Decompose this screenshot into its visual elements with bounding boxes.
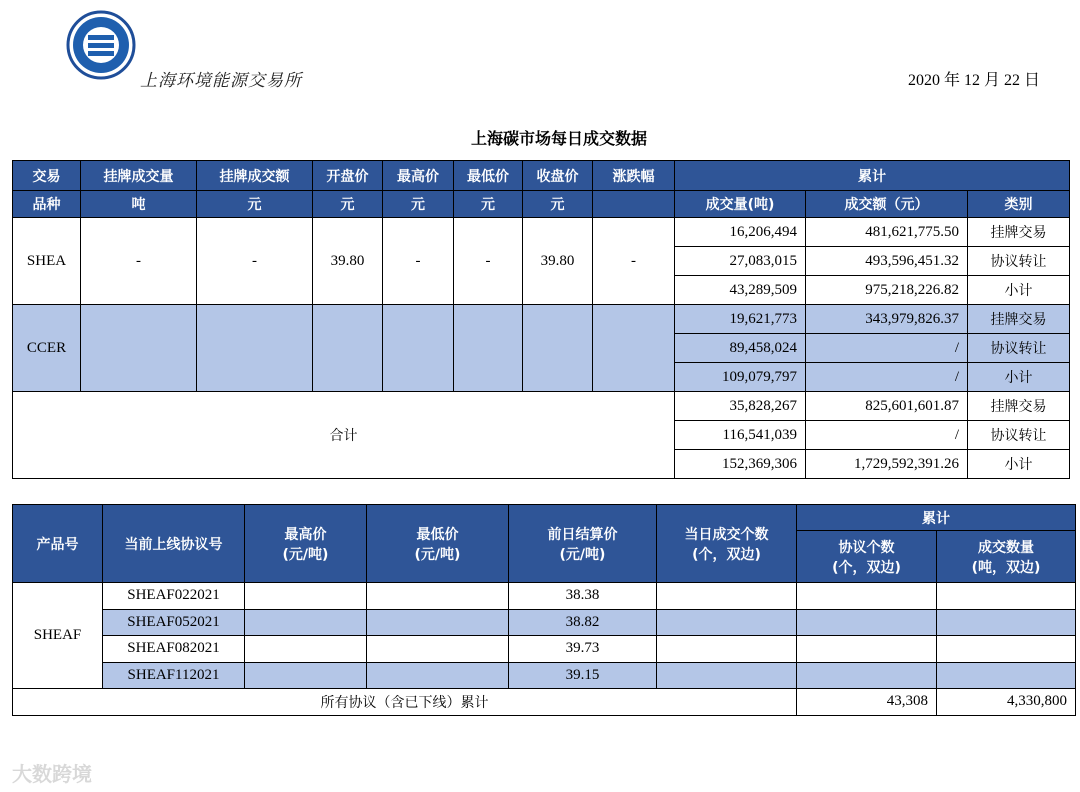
settle-price: 38.82 [509, 609, 657, 636]
header-cumulative: 累计 [797, 505, 1076, 531]
empty-cell [313, 305, 383, 392]
table-row [13, 689, 1076, 716]
header-cumulative: 累计 [675, 161, 1070, 191]
cum-amount: 825,601,601.87 [806, 392, 968, 421]
unit-close: 元 [523, 191, 593, 218]
header-low: 最低价 [454, 161, 523, 191]
empty-cell [454, 305, 523, 392]
empty-cell [657, 636, 797, 663]
empty-cell [937, 609, 1076, 636]
cum-amount: 493,596,451.32 [806, 247, 968, 276]
variety-shea: SHEA [13, 218, 81, 305]
table-row [13, 392, 1070, 421]
footer-label: 所有协议（含已下线）累计 [13, 689, 797, 716]
header-agreements: 协议个数 (个，双边) [797, 531, 937, 583]
exchange-logo [66, 10, 136, 80]
empty-cell [797, 636, 937, 663]
header-cum-amount: 成交额（元） [806, 191, 968, 218]
cum-volume: 16,206,494 [675, 218, 806, 247]
empty-cell [657, 609, 797, 636]
watermark: 大数跨境 [12, 762, 92, 786]
table-row [13, 662, 1076, 689]
unit-listed-amount: 元 [197, 191, 313, 218]
cum-volume: 35,828,267 [675, 392, 806, 421]
forward-contract-table [12, 504, 1076, 716]
cum-amount: 975,218,226.82 [806, 276, 968, 305]
header-low: 最低价 (元/吨) [367, 505, 509, 583]
empty-cell [81, 305, 197, 392]
cum-volume: 116,541,039 [675, 421, 806, 450]
cum-volume: 152,369,306 [675, 450, 806, 479]
empty-cell [937, 662, 1076, 689]
header-high: 最高价 [383, 161, 454, 191]
table-row [13, 636, 1076, 663]
empty-cell [367, 636, 509, 663]
category: 小计 [968, 363, 1070, 392]
empty-cell [657, 662, 797, 689]
header-change: 涨跌幅 [593, 161, 675, 191]
category: 小计 [968, 276, 1070, 305]
header-open: 开盘价 [313, 161, 383, 191]
empty-cell [245, 636, 367, 663]
category: 协议转让 [968, 421, 1070, 450]
cum-volume: 19,621,773 [675, 305, 806, 334]
report-date: 2020 年 12 月 22 日 [907, 72, 1040, 89]
empty-cell [797, 583, 937, 610]
contract-code: SHEAF082021 [103, 636, 245, 663]
shea-low: - [454, 218, 523, 305]
empty-cell [523, 305, 593, 392]
category: 小计 [968, 450, 1070, 479]
table-row [13, 305, 1070, 334]
cum-amount: / [806, 363, 968, 392]
category: 挂牌交易 [968, 218, 1070, 247]
category: 协议转让 [968, 334, 1070, 363]
cum-volume: 43,289,509 [675, 276, 806, 305]
cum-amount: / [806, 421, 968, 450]
header-daily-count: 当日成交个数 (个，双边) [657, 505, 797, 583]
empty-cell [383, 305, 454, 392]
table-row [13, 583, 1076, 610]
header-close: 收盘价 [523, 161, 593, 191]
daily-trading-table [12, 160, 1070, 479]
cum-amount: 481,621,775.50 [806, 218, 968, 247]
category: 挂牌交易 [968, 305, 1070, 334]
product-code: SHEAF [13, 583, 103, 689]
table-row [13, 218, 1070, 247]
category: 挂牌交易 [968, 392, 1070, 421]
shea-listed-amount: - [197, 218, 313, 305]
cum-volume: 27,083,015 [675, 247, 806, 276]
total-label: 合计 [13, 392, 675, 479]
shea-close: 39.80 [523, 218, 593, 305]
cum-amount: 1,729,592,391.26 [806, 450, 968, 479]
cum-volume: 89,458,024 [675, 334, 806, 363]
footer-quantity: 4,330,800 [937, 689, 1076, 716]
empty-cell [797, 609, 937, 636]
header-quantity: 成交数量 (吨，双边) [937, 531, 1076, 583]
unit-open: 元 [313, 191, 383, 218]
settle-price: 38.38 [509, 583, 657, 610]
unit-listed-volume: 吨 [81, 191, 197, 218]
header-contract: 当前上线协议号 [103, 505, 245, 583]
contract-code: SHEAF022021 [103, 583, 245, 610]
empty-cell [937, 583, 1076, 610]
header-cum-volume: 成交量(吨) [675, 191, 806, 218]
unit-change [593, 191, 675, 218]
header-listed-volume: 挂牌成交量 [81, 161, 197, 191]
header-category: 类别 [968, 191, 1070, 218]
shea-change: - [593, 218, 675, 305]
header-high: 最高价 (元/吨) [245, 505, 367, 583]
table-row [13, 609, 1076, 636]
contract-code: SHEAF052021 [103, 609, 245, 636]
empty-cell [797, 662, 937, 689]
empty-cell [593, 305, 675, 392]
shea-high: - [383, 218, 454, 305]
settle-price: 39.73 [509, 636, 657, 663]
unit-low: 元 [454, 191, 523, 218]
category: 协议转让 [968, 247, 1070, 276]
shea-open: 39.80 [313, 218, 383, 305]
empty-cell [245, 609, 367, 636]
contract-code: SHEAF112021 [103, 662, 245, 689]
page-title: 上海碳市场每日成交数据 [470, 129, 647, 148]
empty-cell [245, 662, 367, 689]
unit-high: 元 [383, 191, 454, 218]
empty-cell [197, 305, 313, 392]
shea-listed-volume: - [81, 218, 197, 305]
settle-price: 39.15 [509, 662, 657, 689]
cum-amount: 343,979,826.37 [806, 305, 968, 334]
header-settle: 前日结算价 (元/吨) [509, 505, 657, 583]
org-name: 上海环境能源交易所 [140, 71, 302, 91]
header-product: 产品号 [13, 505, 103, 583]
empty-cell [657, 583, 797, 610]
variety-ccer: CCER [13, 305, 81, 392]
footer-agreements: 43,308 [797, 689, 937, 716]
cum-amount: / [806, 334, 968, 363]
header-variety-bottom: 品种 [13, 191, 81, 218]
empty-cell [367, 609, 509, 636]
empty-cell [245, 583, 367, 610]
cum-volume: 109,079,797 [675, 363, 806, 392]
header-listed-amount: 挂牌成交额 [197, 161, 313, 191]
empty-cell [367, 662, 509, 689]
empty-cell [367, 583, 509, 610]
header-variety-top: 交易 [13, 161, 81, 191]
empty-cell [937, 636, 1076, 663]
